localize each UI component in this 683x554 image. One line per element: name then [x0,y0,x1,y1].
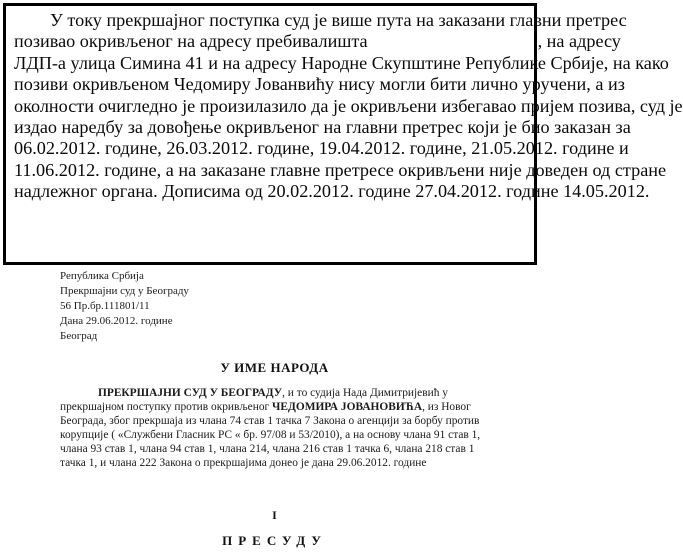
header-country: Република Србија [60,270,144,282]
header-case-number: 56 Пр.бр.111801/11 [60,300,150,312]
excerpt-line-3: ЛДП-а улица Симина 41 и на адресу Народне Скупштине Републике Србије, на како [14,52,669,73]
magnified-excerpt [3,3,683,265]
excerpt-line-2-a: позивао окривљеног на адресу пребивалишта [14,31,368,52]
intro-line-5: члана 93 став 1, члана 94 став 1, члана 214, члана 216 став 1 тачка 6, члана 218 став 1 [60,443,475,455]
excerpt-line-2-b: , на адресу [537,31,621,52]
intro-line-2-b: , из Новог [422,401,471,413]
excerpt-line-1: У току прекршајног поступка суд је више пута на заказани главни претрес [50,10,627,30]
intro-line-2-a: прекршајном поступку против окривљеног [60,401,273,413]
excerpt-line-9: надлежног органа. Дописима од 20.02.2012. године 27.04.2012. године 14.05.2012. [14,181,650,202]
excerpt-line-6: издао наредбу за довођење окривљеног на главни претрес који је био заказан за [14,117,631,138]
intro-line-6: тачка 1, и члана 222 Закона о прекршајима донео је дана 29.06.2012. године [60,457,427,469]
intro-line-2 [60,400,530,414]
intro-line-4: корупције ( «Службени Гласник РС « бр. 97/08 и 53/2010), а на основу члана 91 став 1, [60,429,481,441]
header-court: Прекршајни суд у Београду [60,285,189,297]
header-city: Београд [60,330,98,342]
excerpt-line-5: околности очигледно је произилазило да је окривљени избегавао пријем позива, суд је [14,95,683,116]
intro-line-3: Београда, због прекршаја из члана 74 став 1 тачка 7 Закона о агенцији за борбу против [60,415,480,427]
excerpt-line-4: позиви окривљеном Чедомиру Јованвићу нису могли бити лично уручени, а из [14,74,625,95]
intro-line-1-rest: , и то судија Нада Димитријевић у [282,387,448,399]
excerpt-line-2 [14,31,621,52]
intro-line-1 [60,386,530,400]
section-title: ПРЕСУДУ [222,533,327,548]
excerpt-line-8: 11.06.2012. године, а на заказане главне претресе окривљени није доведен од стране [14,159,667,180]
excerpt-line-7: 06.02.2012. године, 26.03.2012. године, 19.04.2012. године, 21.05.2012. године и [14,138,629,159]
defendant-name: ЧЕДОМИРА ЈОВАНОВИЋА [272,401,423,413]
document-title: У ИМЕ НАРОДА [220,360,329,375]
intro-paragraph [60,386,530,470]
section-numeral: I [272,508,277,522]
header-date: Дана 29.06.2012. године [60,315,173,327]
court-name: ПРЕКРШАЈНИ СУД У БЕОГРАДУ [98,387,283,399]
